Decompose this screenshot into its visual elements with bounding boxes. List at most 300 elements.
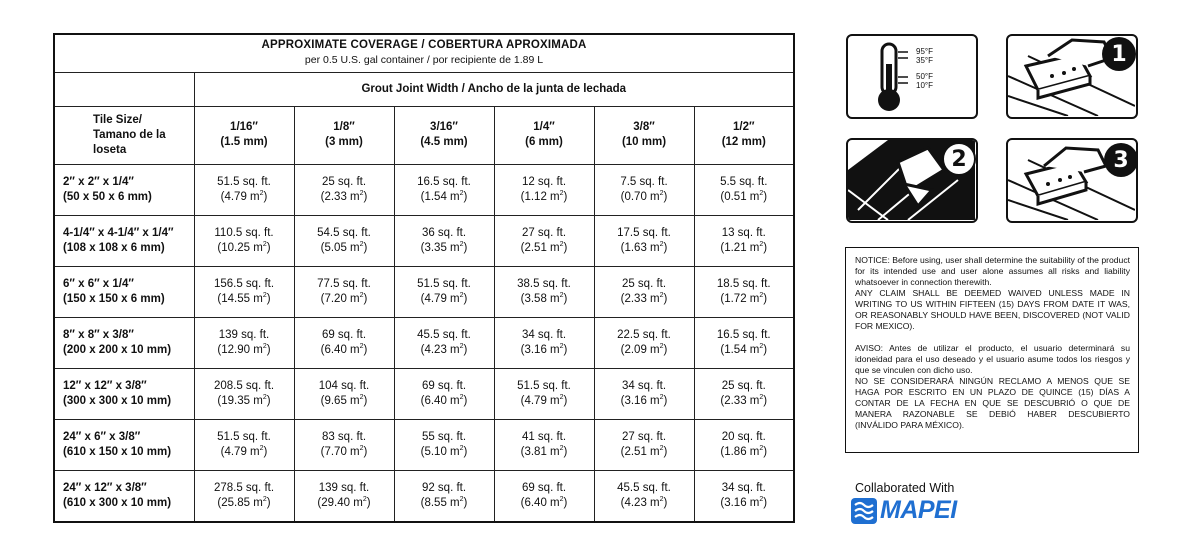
- closing-paren: ): [463, 395, 468, 408]
- coverage-sqm: [295, 496, 394, 511]
- joint-width-column-header: [594, 106, 694, 164]
- coverage-sqm: [195, 241, 294, 256]
- square-superscript: 2: [559, 394, 564, 402]
- square-superscript: 2: [359, 292, 364, 300]
- temperature-pictogram: [846, 34, 978, 119]
- square-superscript: 2: [459, 445, 464, 453]
- closing-paren: ): [563, 190, 568, 203]
- square-superscript: 2: [359, 343, 364, 351]
- square-superscript: 2: [459, 343, 464, 351]
- closing-paren: ): [266, 395, 271, 408]
- tile-size-cell: [54, 420, 194, 471]
- coverage-sqft: 110.5 sq. ft.: [214, 226, 274, 239]
- tile-size-metric: (108 x 108 x 6 mm): [63, 241, 165, 254]
- closing-paren: ): [563, 293, 568, 305]
- coverage-sqft: 51.5 sq. ft.: [517, 380, 571, 393]
- joint-width-mm: (1.5 mm): [220, 136, 268, 149]
- joint-width-inches: 1/16″: [230, 121, 258, 134]
- coverage-cell: [694, 471, 794, 522]
- coverage-sqft: 34 sq. ft.: [521, 329, 567, 342]
- square-superscript: 2: [362, 496, 367, 504]
- coverage-cell: [594, 420, 694, 471]
- coverage-sqft: 16.5 sq. ft.: [417, 175, 471, 188]
- closing-paren: ): [463, 446, 468, 459]
- coverage-cell: [594, 215, 694, 266]
- coverage-sqm: [195, 343, 294, 358]
- coverage-cell: [194, 420, 294, 471]
- coverage-sqm-value: (3.16 m: [620, 395, 660, 408]
- coverage-sqft: 27 sq. ft.: [521, 226, 567, 239]
- square-superscript: 2: [759, 394, 764, 402]
- coverage-sqm-value: (1.63 m: [620, 241, 660, 254]
- square-superscript: 2: [659, 394, 664, 402]
- coverage-sqm: [195, 445, 294, 460]
- closing-paren: ): [763, 344, 768, 357]
- step-1-pictogram: [1006, 34, 1138, 119]
- closing-paren: ): [663, 497, 668, 510]
- coverage-sqm-value: (19.35 m: [217, 395, 263, 408]
- coverage-sqft: 12 sq. ft.: [521, 175, 567, 188]
- coverage-sqm: [295, 190, 394, 205]
- tile-size-imperial: 6″ x 6″ x 1/4″: [63, 278, 134, 290]
- coverage-sqm-value: (2.51 m: [520, 241, 560, 254]
- coverage-sqft: 36 sq. ft.: [421, 226, 467, 239]
- coverage-sqm-value: (1.54 m: [420, 190, 460, 203]
- coverage-cell: [694, 369, 794, 420]
- coverage-cell: [294, 420, 394, 471]
- coverage-sqm: [295, 445, 394, 460]
- closing-paren: ): [563, 497, 568, 510]
- closing-paren: ): [366, 497, 371, 510]
- coverage-sqm: [595, 241, 694, 256]
- closing-paren: ): [563, 395, 568, 408]
- coverage-sqm-value: (1.54 m: [720, 344, 760, 357]
- coverage-cell: [194, 266, 294, 317]
- closing-paren: ): [663, 293, 668, 305]
- coverage-sqm-value: (7.20 m: [320, 293, 360, 305]
- coverage-sqft: 69 sq. ft.: [321, 329, 367, 342]
- closing-paren: ): [663, 190, 668, 203]
- coverage-sqm-value: (29.40 m: [317, 497, 363, 510]
- coverage-sqft: 22.5 sq. ft.: [617, 329, 671, 342]
- coverage-sqm-value: (2.33 m: [720, 395, 760, 408]
- coverage-sqft: 104 sq. ft.: [318, 380, 370, 393]
- square-superscript: 2: [459, 496, 464, 504]
- step-2-badge: 2: [942, 142, 976, 176]
- square-superscript: 2: [259, 189, 264, 197]
- square-superscript: 2: [559, 445, 564, 453]
- coverage-sqm-value: (4.23 m: [620, 497, 660, 510]
- coverage-cell: [694, 318, 794, 369]
- closing-paren: ): [363, 190, 368, 203]
- thermometer-icon: [848, 36, 975, 116]
- coverage-sqm-value: (4.23 m: [420, 344, 460, 357]
- coverage-sqm-value: (14.55 m: [217, 293, 263, 305]
- coverage-sqm-value: (4.79 m: [220, 446, 260, 459]
- square-superscript: 2: [759, 445, 764, 453]
- coverage-sqm: [395, 445, 494, 460]
- tile-size-cell: [54, 215, 194, 266]
- closing-paren: ): [363, 241, 368, 254]
- square-superscript: 2: [262, 343, 267, 351]
- coverage-sqm-value: (2.33 m: [620, 293, 660, 305]
- closing-paren: ): [363, 395, 368, 408]
- coverage-sqm: [495, 241, 594, 256]
- joint-width-mm: (3 mm): [325, 136, 363, 149]
- coverage-cell: [594, 318, 694, 369]
- coverage-sqft: 16.5 sq. ft.: [716, 329, 771, 342]
- closing-paren: ): [563, 344, 568, 357]
- tile-size-imperial: 4-1/4″ x 4-1/4″ x 1/4″: [63, 226, 174, 239]
- coverage-sqm: [695, 394, 794, 409]
- coverage-cell: [494, 318, 594, 369]
- coverage-sqft: 20 sq. ft.: [721, 431, 766, 444]
- coverage-sqm-value: (6.40 m: [320, 344, 360, 357]
- coverage-sqm: [495, 394, 594, 409]
- closing-paren: ): [763, 446, 768, 459]
- joint-width-mm: (6 mm): [525, 136, 563, 149]
- joint-width-mm: (4.5 mm): [420, 136, 468, 149]
- coverage-sqm: [595, 394, 694, 409]
- closing-paren: ): [763, 190, 768, 203]
- coverage-sqm: [195, 394, 294, 409]
- coverage-sqft: 5.5 sq. ft.: [720, 175, 768, 188]
- coverage-cell: [394, 369, 494, 420]
- closing-paren: ): [763, 293, 768, 305]
- tile-size-metric: (50 x 50 x 6 mm): [63, 190, 152, 203]
- mapei-logo-icon: [850, 497, 878, 525]
- coverage-cell: [294, 164, 394, 215]
- coverage-sqft: 69 sq. ft.: [521, 482, 567, 495]
- coverage-sqft: 51.5 sq. ft.: [217, 175, 271, 188]
- column-header-row: [54, 106, 794, 164]
- mapei-logo-word: MAPEI: [880, 496, 957, 524]
- joint-width-column-header: [294, 106, 394, 164]
- square-superscript: 2: [559, 343, 564, 351]
- square-superscript: 2: [559, 189, 564, 197]
- coverage-cell: [494, 266, 594, 317]
- square-superscript: 2: [459, 394, 464, 402]
- coverage-cell: [194, 318, 294, 369]
- table-row: [54, 369, 794, 420]
- closing-paren: ): [463, 190, 468, 203]
- coverage-sqm-value: (5.05 m: [320, 241, 360, 254]
- coverage-sqm: [695, 445, 794, 460]
- coverage-sqm-value: (6.40 m: [520, 497, 560, 510]
- coverage-sqm: [295, 292, 394, 307]
- temp-label-high-c: 35°F: [916, 56, 933, 65]
- coverage-sqft: 25 sq. ft.: [621, 278, 667, 290]
- coverage-sqm-value: (0.70 m: [620, 190, 660, 203]
- square-superscript: 2: [459, 189, 464, 197]
- coverage-sqm-value: (1.86 m: [720, 446, 760, 459]
- closing-paren: ): [763, 497, 768, 510]
- coverage-sqm-value: (7.70 m: [320, 446, 360, 459]
- coverage-sqft: 208.5 sq. ft.: [213, 380, 275, 393]
- coverage-cell: [294, 215, 394, 266]
- tile-size-metric: (610 x 300 x 10 mm): [63, 497, 172, 510]
- tile-size-metric: (200 x 200 x 10 mm): [63, 344, 172, 357]
- coverage-cell: [394, 471, 494, 522]
- coverage-sqft: 69 sq. ft.: [421, 380, 467, 393]
- coverage-sqm: [595, 496, 694, 511]
- square-superscript: 2: [659, 496, 664, 504]
- square-superscript: 2: [559, 496, 564, 504]
- coverage-sqft: 92 sq. ft.: [421, 482, 467, 495]
- joint-width-column-header: [194, 106, 294, 164]
- coverage-sqm-value: (10.25 m: [217, 241, 263, 254]
- square-superscript: 2: [259, 445, 264, 453]
- coverage-sqm-value: (8.55 m: [420, 497, 460, 510]
- closing-paren: ): [663, 241, 668, 254]
- temp-label-low-f: 50°F: [916, 72, 933, 81]
- square-superscript: 2: [262, 292, 267, 300]
- coverage-sqm-value: (1.72 m: [720, 293, 760, 305]
- step-1-badge: 1: [1102, 37, 1136, 71]
- table-row: [54, 471, 794, 522]
- closing-paren: ): [663, 344, 668, 357]
- closing-paren: ): [563, 446, 568, 459]
- coverage-sqft: 38.5 sq. ft.: [517, 278, 571, 290]
- coverage-sqm: [695, 241, 794, 256]
- tile-size-header-es: Tamano de la loseta: [93, 128, 166, 156]
- coverage-cell: [394, 420, 494, 471]
- coverage-sqm-value: (3.58 m: [520, 293, 560, 305]
- tile-size-header: [54, 106, 194, 164]
- closing-paren: ): [763, 395, 768, 408]
- coverage-cell: [594, 369, 694, 420]
- joint-width-mm: (10 mm): [621, 136, 667, 149]
- coverage-sqm-value: (2.09 m: [620, 344, 660, 357]
- coverage-cell: [194, 369, 294, 420]
- tile-size-imperial: 12″ x 12″ x 3/8″: [63, 380, 147, 393]
- coverage-sqft: 25 sq. ft.: [721, 380, 766, 393]
- table-row: [54, 215, 794, 266]
- table-subtitle: per 0.5 U.S. gal container / por recipiente de 1.89 L: [304, 54, 544, 67]
- closing-paren: ): [463, 241, 468, 254]
- coverage-sqm: [395, 496, 494, 511]
- tile-size-imperial: 8″ x 8″ x 3/8″: [63, 329, 134, 342]
- joint-width-inches: 3/16″: [430, 121, 458, 134]
- coverage-sqm-value: (3.35 m: [420, 241, 460, 254]
- closing-paren: ): [363, 293, 368, 305]
- coverage-cell: [694, 215, 794, 266]
- coverage-cell: [494, 420, 594, 471]
- coverage-cell: [694, 164, 794, 215]
- legal-notice: [845, 247, 1139, 453]
- square-superscript: 2: [659, 292, 664, 300]
- coverage-sqft: 25 sq. ft.: [321, 175, 367, 188]
- coverage-cell: [294, 318, 394, 369]
- coverage-cell: [194, 215, 294, 266]
- coverage-cell: [494, 215, 594, 266]
- coverage-sqm: [695, 496, 794, 511]
- coverage-sqm-value: (3.16 m: [720, 497, 760, 510]
- notice-en-para-1: NOTICE: Before using, user shall determine the suitability of the product for its intended use and user alone assumes all risks and liability whatsoever in connection therewith.: [855, 255, 1130, 287]
- square-superscript: 2: [659, 189, 664, 197]
- notice-en-para-2: ANY CLAIM SHALL BE DEEMED WAIVED UNLESS MADE IN WRITING TO US WITHIN FIFTEEN (15) DAYS FROM DATE IT WAS, OR REASONABLY SHOULD HAVE BEEN, DISCOVERED (NOT VALID FOR MEXICO).: [855, 288, 1130, 331]
- square-superscript: 2: [559, 292, 564, 300]
- coverage-sqm: [695, 343, 794, 358]
- coverage-sqm-value: (3.16 m: [520, 344, 560, 357]
- coverage-sqm-value: (6.40 m: [420, 395, 460, 408]
- coverage-sqm: [395, 394, 494, 409]
- square-superscript: 2: [459, 241, 464, 249]
- coverage-sqft: 17.5 sq. ft.: [617, 226, 671, 239]
- coverage-cell: [494, 369, 594, 420]
- tile-size-header-en: Tile Size/: [93, 113, 143, 126]
- step-3-badge: 3: [1104, 143, 1138, 177]
- closing-paren: ): [463, 293, 468, 305]
- coverage-sqft: 51.5 sq. ft.: [417, 278, 471, 290]
- closing-paren: ): [266, 293, 271, 305]
- coverage-sqm: [695, 292, 794, 307]
- coverage-sqm: [195, 190, 294, 205]
- coverage-sqft: 83 sq. ft.: [321, 431, 367, 444]
- coverage-sqft: 13 sq. ft.: [721, 226, 766, 239]
- square-superscript: 2: [659, 445, 664, 453]
- table-row: [54, 164, 794, 215]
- coverage-sqft: 51.5 sq. ft.: [217, 431, 271, 444]
- coverage-cell: [394, 164, 494, 215]
- step-2-pictogram: [846, 138, 978, 223]
- coverage-cell: [394, 318, 494, 369]
- coverage-sqft: 34 sq. ft.: [721, 482, 766, 495]
- coverage-sqm: [395, 241, 494, 256]
- coverage-sqft: 278.5 sq. ft.: [213, 482, 275, 495]
- square-superscript: 2: [759, 241, 764, 249]
- tile-size-cell: [54, 369, 194, 420]
- coverage-sqm: [295, 241, 394, 256]
- temp-label-low-c: 10°F: [916, 81, 933, 90]
- coverage-cell: [594, 164, 694, 215]
- closing-paren: ): [363, 344, 368, 357]
- coverage-sqm-value: (4.79 m: [420, 293, 460, 305]
- closing-paren: ): [463, 344, 468, 357]
- coverage-sqm-value: (25.85 m: [217, 497, 263, 510]
- joint-width-column-header: [394, 106, 494, 164]
- square-superscript: 2: [359, 189, 364, 197]
- coverage-sqft: 156.5 sq. ft.: [213, 278, 275, 290]
- coverage-sqm: [395, 292, 494, 307]
- joint-width-column-header: [494, 106, 594, 164]
- coverage-sqft: 7.5 sq. ft.: [620, 175, 668, 188]
- closing-paren: ): [563, 241, 568, 254]
- coverage-sqft: 34 sq. ft.: [621, 380, 667, 393]
- square-superscript: 2: [262, 394, 267, 402]
- coverage-sqm-value: (5.10 m: [420, 446, 460, 459]
- coverage-sqft: 27 sq. ft.: [621, 431, 667, 444]
- coverage-sqm-value: (4.79 m: [220, 190, 260, 203]
- square-superscript: 2: [759, 343, 764, 351]
- coverage-sqm-value: (3.81 m: [520, 446, 560, 459]
- coverage-sqft: 77.5 sq. ft.: [317, 278, 371, 290]
- joint-width-column-header: [694, 106, 794, 164]
- coverage-sqm-value: (1.21 m: [720, 241, 760, 254]
- coverage-sqm: [195, 496, 294, 511]
- coverage-cell: [694, 266, 794, 317]
- table-row: [54, 318, 794, 369]
- coverage-sqm-value: (9.65 m: [320, 395, 360, 408]
- coverage-sqm: [495, 190, 594, 205]
- coverage-cell: [294, 266, 394, 317]
- joint-width-inches: 1/4″: [533, 121, 555, 134]
- table-title: APPROXIMATE COVERAGE / COBERTURA APROXIMADA: [261, 39, 587, 52]
- closing-paren: ): [463, 497, 468, 510]
- coverage-sqm: [595, 343, 694, 358]
- coverage-sqm: [295, 394, 394, 409]
- closing-paren: ): [266, 497, 271, 510]
- tile-size-metric: (300 x 300 x 10 mm): [63, 395, 172, 408]
- joint-width-mm: (12 mm): [721, 136, 766, 149]
- tile-size-cell: [54, 266, 194, 317]
- mapei-logo: [850, 497, 960, 527]
- closing-paren: ): [663, 395, 668, 408]
- coverage-cell: [594, 266, 694, 317]
- coverage-cell: [194, 164, 294, 215]
- coverage-sqft: 55 sq. ft.: [421, 431, 467, 444]
- tile-size-cell: [54, 164, 194, 215]
- tile-size-imperial: 24″ x 12″ x 3/8″: [63, 482, 147, 495]
- square-superscript: 2: [359, 394, 364, 402]
- coverage-cell: [594, 471, 694, 522]
- square-superscript: 2: [759, 292, 764, 300]
- coverage-sqm: [495, 496, 594, 511]
- table-row: [54, 420, 794, 471]
- joint-width-inches: 1/8″: [333, 121, 355, 134]
- coverage-sqm: [395, 190, 494, 205]
- tile-size-imperial: 24″ x 6″ x 3/8″: [63, 431, 141, 444]
- closing-paren: ): [663, 446, 668, 459]
- table-row: [54, 266, 794, 317]
- tile-size-metric: (610 x 150 x 10 mm): [63, 446, 172, 459]
- coverage-sqft: 139 sq. ft.: [218, 329, 270, 342]
- square-superscript: 2: [759, 189, 764, 197]
- square-superscript: 2: [459, 292, 464, 300]
- coverage-sqft: 45.5 sq. ft.: [617, 482, 671, 495]
- coverage-sqm-value: (0.51 m: [720, 190, 760, 203]
- coverage-sqm: [495, 292, 594, 307]
- tile-size-metric: (150 x 150 x 6 mm): [63, 293, 165, 305]
- coverage-cell: [394, 215, 494, 266]
- joint-width-header: Grout Joint Width / Ancho de la junta de lechada: [194, 72, 794, 106]
- closing-paren: ): [266, 241, 271, 254]
- square-superscript: 2: [659, 241, 664, 249]
- coverage-sqft: 54.5 sq. ft.: [317, 226, 371, 239]
- coverage-sqm: [295, 343, 394, 358]
- closing-paren: ): [263, 190, 268, 203]
- closing-paren: ): [763, 241, 768, 254]
- coverage-cell: [194, 471, 294, 522]
- coverage-cell: [694, 420, 794, 471]
- coverage-sqm: [595, 190, 694, 205]
- coverage-cell: [494, 164, 594, 215]
- square-superscript: 2: [262, 496, 267, 504]
- square-superscript: 2: [359, 241, 364, 249]
- coverage-sqm: [195, 292, 294, 307]
- closing-paren: ): [263, 446, 268, 459]
- coverage-cell: [294, 471, 394, 522]
- coverage-table: [53, 33, 795, 523]
- coverage-sqm-value: (2.51 m: [620, 446, 660, 459]
- coverage-cell: [294, 369, 394, 420]
- square-superscript: 2: [559, 241, 564, 249]
- coverage-cell: [394, 266, 494, 317]
- temp-label-high-f: 95°F: [916, 47, 933, 56]
- coverage-sqm: [595, 445, 694, 460]
- square-superscript: 2: [659, 343, 664, 351]
- square-superscript: 2: [359, 445, 364, 453]
